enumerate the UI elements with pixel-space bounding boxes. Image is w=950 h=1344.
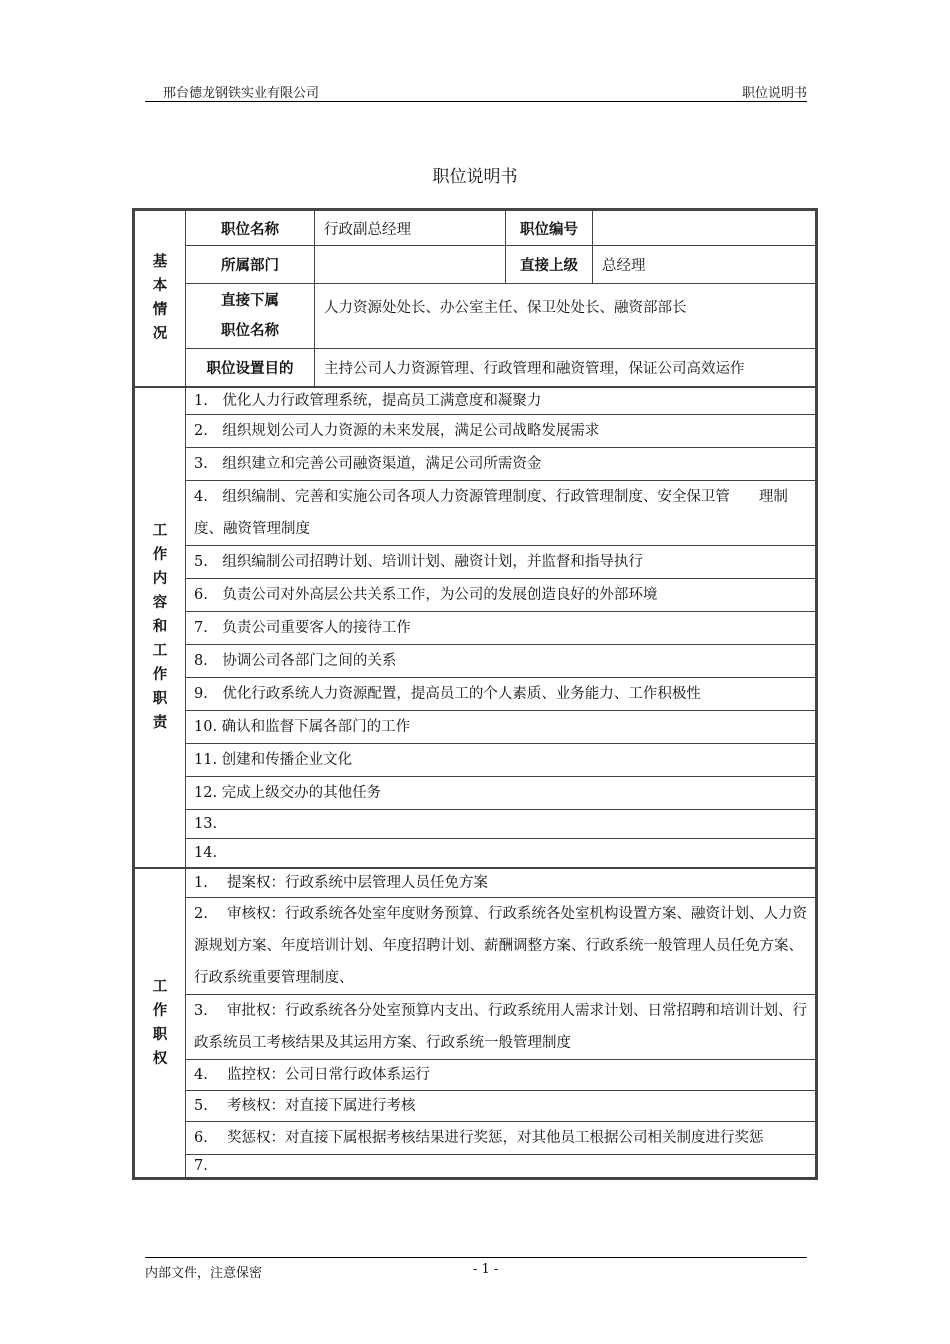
header-doc-type: 职位说明书 [741, 86, 807, 101]
position-code-value [593, 210, 817, 246]
authority-item: 3. 审批权：行政系统各分处室预算内支出、行政系统用人需求计划、日常招聘和培训计划、行政系统员工考核结果及其运用方案、行政系统一般管理制度 [186, 994, 817, 1059]
duty-item: 5. 组织编制公司招聘计划、培训计划、融资计划，并监督和指导执行 [186, 545, 817, 578]
duty-item: 3. 组织建立和完善公司融资渠道，满足公司所需资金 [186, 447, 817, 480]
duty-item: 14. [186, 838, 817, 868]
section-basic-info [134, 210, 186, 387]
subordinate-value: 人力资源处处长、办公室主任、保卫处处长、融资部部长 [315, 284, 817, 349]
section-basic-label: 基 本 情 况 [152, 254, 168, 343]
company-name: 邢台德龙钢铁实业有限公司 [163, 86, 320, 101]
page-header [145, 80, 807, 102]
subordinate-label [186, 284, 315, 349]
page-number: - 1 - [473, 1262, 499, 1277]
authority-item: 6. 奖惩权：对直接下属根据考核结果进行奖惩，对其他员工根据公司相关制度进行奖惩 [186, 1121, 817, 1154]
duty-item: 7. 负责公司重要客人的接待工作 [186, 611, 817, 644]
department-value [315, 246, 506, 284]
document-title: 职位说明书 [432, 167, 518, 187]
duty-item: 13. [186, 809, 817, 838]
position-code-label: 职位编号 [506, 210, 593, 246]
duty-item: 4. 组织编制、完善和实施公司各项人力资源管理制度、行政管理制度、安全保卫管 理制度、融资管理制度 [186, 480, 817, 545]
position-name-value: 行政副总经理 [315, 210, 506, 246]
purpose-label: 职位设置目的 [186, 349, 315, 387]
section-authority [134, 868, 186, 1179]
subordinate-label-line-1: 直接下属 [221, 293, 279, 309]
superior-label: 直接上级 [506, 246, 593, 284]
duty-item: 12. 完成上级交办的其他任务 [186, 776, 817, 809]
page-footer [145, 1257, 807, 1281]
authority-item: 5. 考核权：对直接下属进行考核 [186, 1090, 817, 1121]
authority-item: 7. [186, 1154, 817, 1178]
authority-item: 2. 审核权：行政系统各处室年度财务预算、行政系统各处室机构设置方案、融资计划、人力资源规划方案、年度培训计划、年度招聘计划、薪酬调整方案、行政系统一般管理人员任免方案、行政系统重要管理制度、 [186, 897, 817, 994]
confidential-note: 内部文件，注意保密 [145, 1266, 263, 1281]
duty-item: 11. 创建和传播企业文化 [186, 743, 817, 776]
job-description-table [132, 208, 818, 1180]
duty-item: 8. 协调公司各部门之间的关系 [186, 644, 817, 677]
duty-item: 2. 组织规划公司人力资源的未来发展，满足公司战略发展需求 [186, 414, 817, 447]
duty-item: 1. 优化人力行政管理系统，提高员工满意度和凝聚力 [186, 387, 817, 415]
section-authority-label: 工 作 职 权 [152, 978, 168, 1067]
position-name-label: 职位名称 [186, 210, 315, 246]
superior-value: 总经理 [593, 246, 817, 284]
authority-item: 1. 提案权：行政系统中层管理人员任免方案 [186, 868, 817, 898]
subordinate-label-line-2: 职位名称 [221, 323, 279, 339]
section-duties [134, 387, 186, 868]
authority-item: 4. 监控权：公司日常行政体系运行 [186, 1059, 817, 1090]
duty-item: 6. 负责公司对外高层公共关系工作，为公司的发展创造良好的外部环境 [186, 578, 817, 611]
duty-item: 10. 确认和监督下属各部门的工作 [186, 710, 817, 743]
section-duties-label: 工 作 内 容 和 工 作 职 责 [152, 523, 168, 731]
duty-item: 9. 优化行政系统人力资源配置，提高员工的个人素质、业务能力、工作积极性 [186, 677, 817, 710]
purpose-value: 主持公司人力资源管理、行政管理和融资管理，保证公司高效运作 [315, 349, 817, 387]
department-label: 所属部门 [186, 246, 315, 284]
